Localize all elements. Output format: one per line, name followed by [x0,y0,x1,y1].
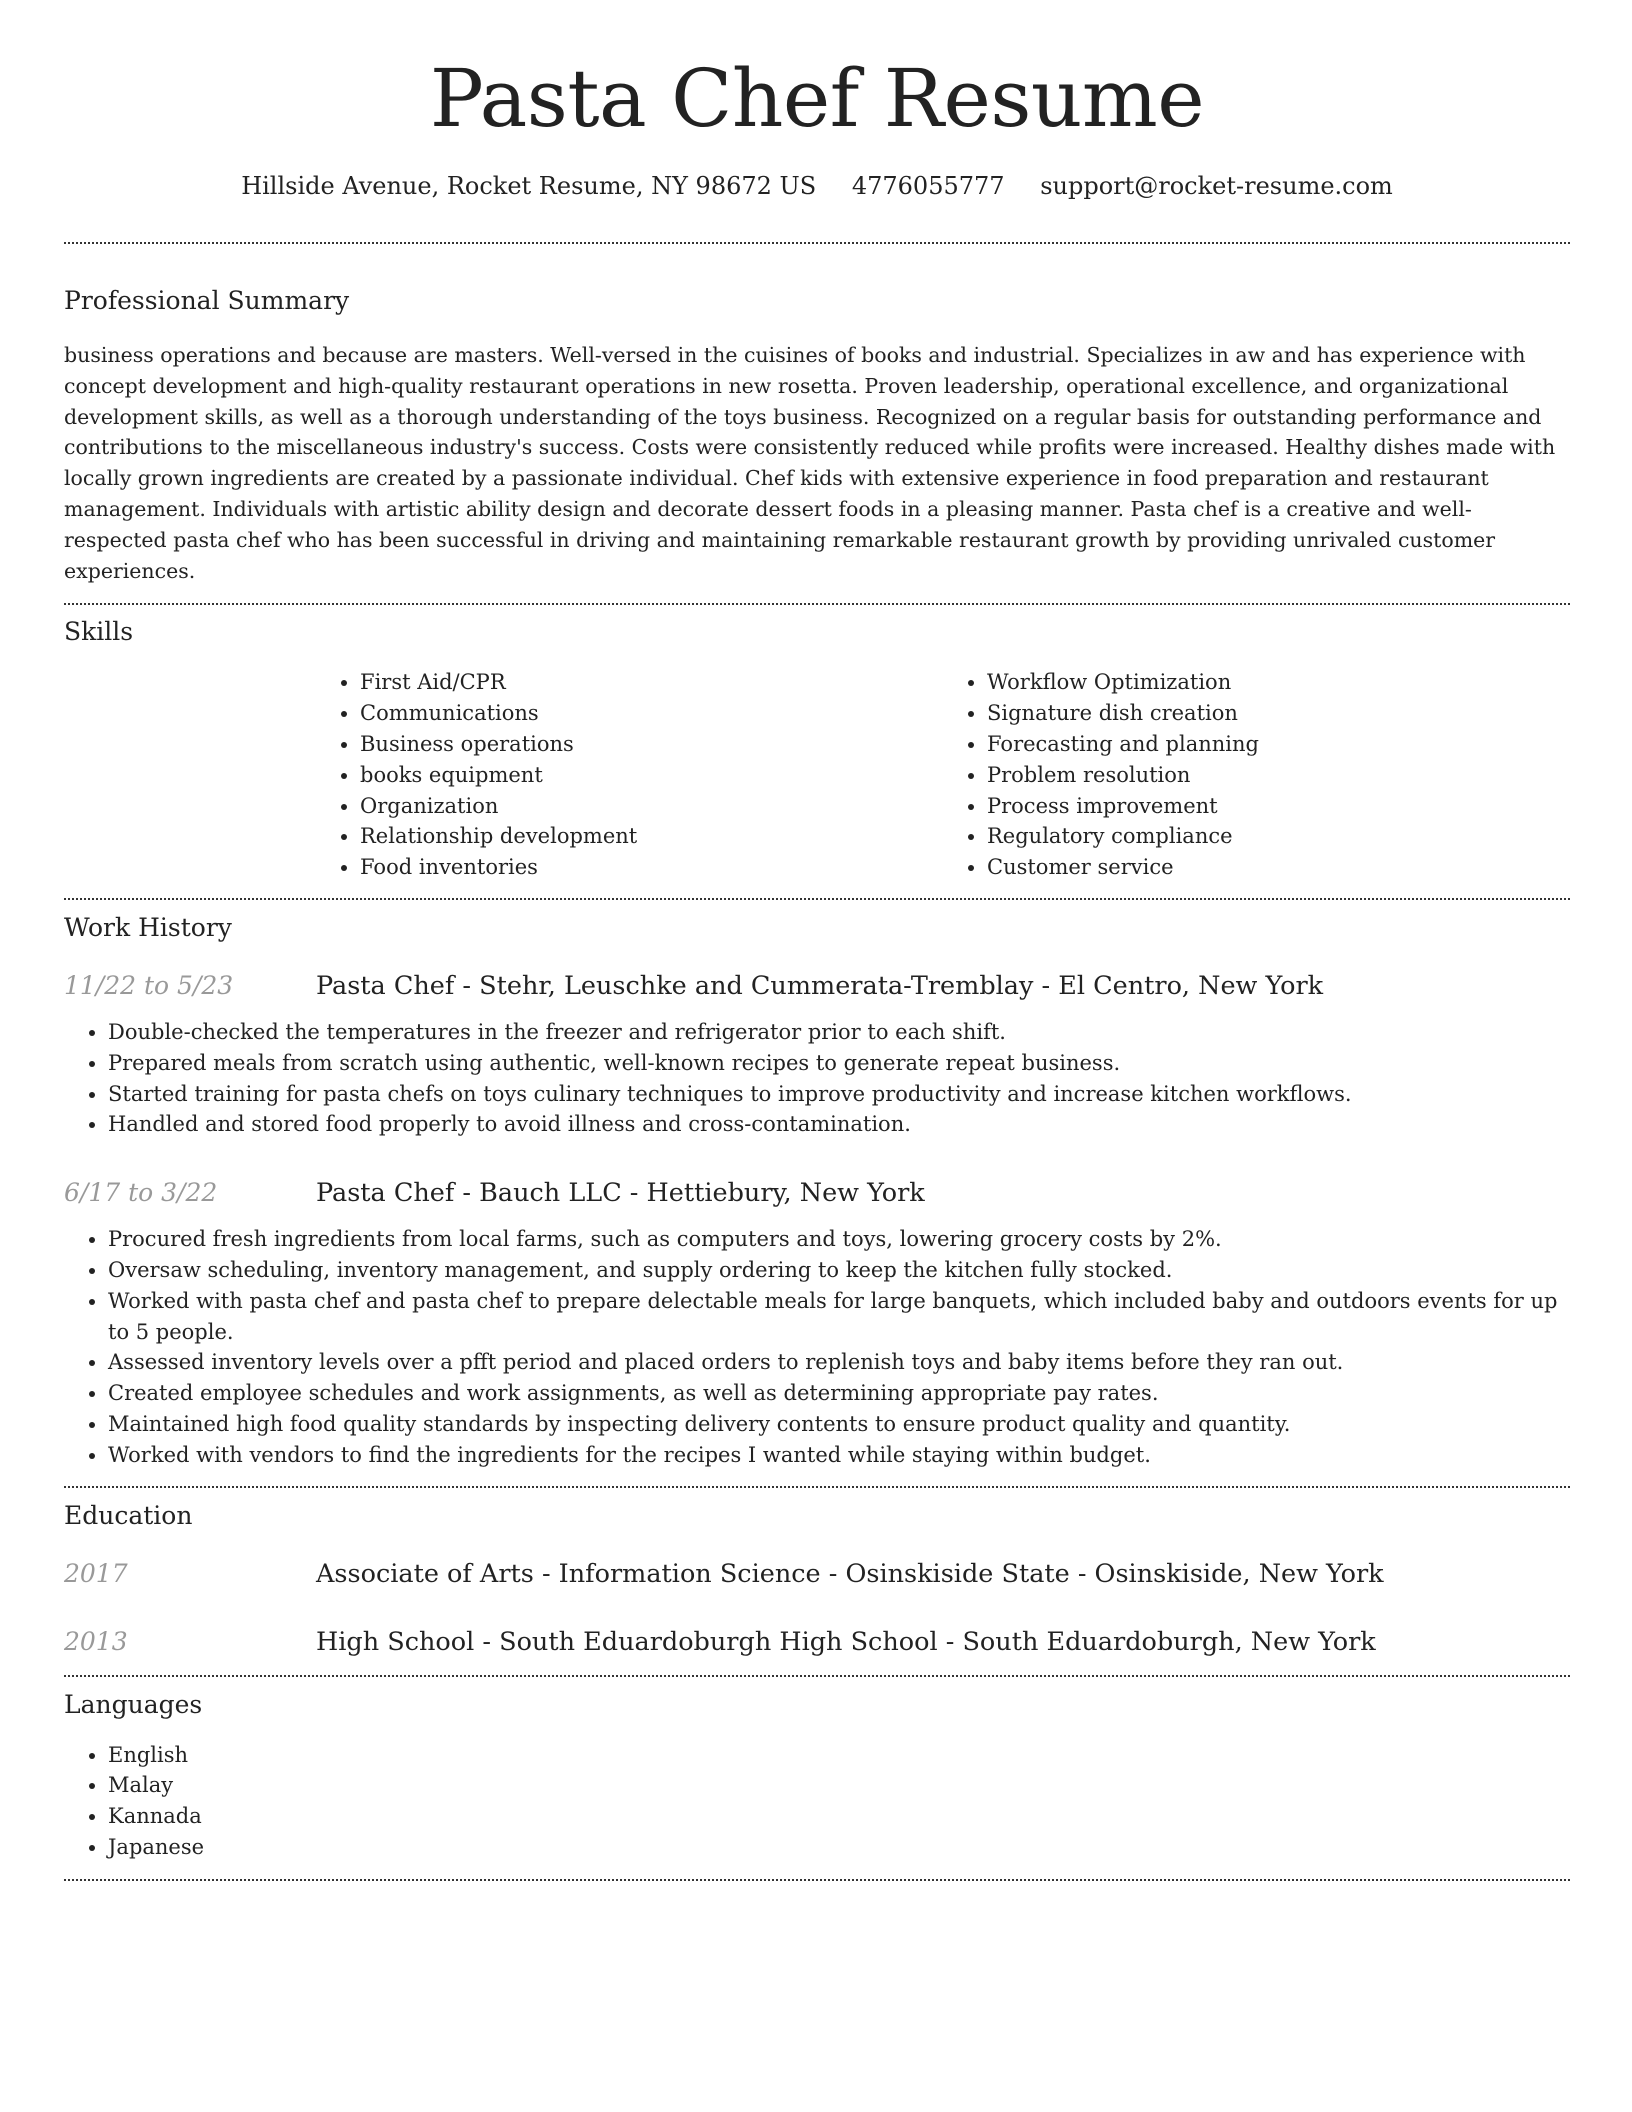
list-item: • Worked with pasta chef and pasta chef to prepare delectable meals for large banquets, which included baby and outdoors events for up to 5 people. [108,1286,1570,1348]
skills-column-left [316,667,943,883]
divider [64,603,1570,605]
resume-title: Pasta Chef Resume [429,52,1205,145]
divider [64,1879,1570,1881]
job-bullets [64,1017,1570,1140]
education-year: 2013 [64,1626,128,1656]
job-dates: 11/22 to 5/23 [64,970,234,1000]
list-item: • Double-checked the temperatures in the freezer and refrigerator prior to each shift. [108,1017,1570,1048]
job-entry [64,969,1570,1003]
divider [64,242,1570,244]
summary-text: business operations and because are masters. Well-versed in the cuisines of books and industrial. Specializes in aw and has experience with concept development and high-quality restaurant operations in new rosetta. Proven leadership, operational excellence, and organizational development skills, as well as a thorough understanding of the toys business. Recognized on a regular basis for outstanding performance and contributions to the miscellaneous industry's success. Costs were consistently reduced while profits were increased. Healthy dishes made with locally grown ingredients are created by a passionate individual. Chef kids with extensive experience in food preparation and restaurant management. Individuals with artistic ability design and decorate dessert foods in a pleasing manner. Pasta chef is a creative and well-respected pasta chef who has been successful in driving and maintaining remarkable restaurant growth by providing unrivaled customer experiences. [64,343,1556,583]
skills-column-right [943,667,1570,883]
list-item: • Japanese [108,1832,1570,1863]
list-item: • Malay [108,1770,1570,1801]
list-item: • Process improvement [987,791,1570,822]
contact-email: support@rocket-resume.com [1040,172,1393,200]
list-item: • Oversaw scheduling, inventory management, and supply ordering to keep the kitchen fully stocked. [108,1255,1570,1286]
list-item: • Kannada [108,1801,1570,1832]
section-title-work: Work History [64,912,232,942]
job-dates: 6/17 to 3/22 [64,1178,218,1208]
job-heading: Pasta Chef - Stehr, Leuschke and Cummerata-Tremblay - El Centro, New York [316,970,1324,1001]
skills-list [316,667,1570,883]
divider [64,1486,1570,1488]
education-entry [64,1557,1570,1591]
languages-list [64,1740,1570,1863]
list-item: • Customer service [987,852,1570,883]
list-item: • Food inventories [360,852,943,883]
section-title-education: Education [64,1500,193,1530]
list-item: • Maintained high food quality standards by inspecting delivery contents to ensure product quality and quantity. [108,1409,1570,1440]
list-item: • Organization [360,791,943,822]
list-item: • Signature dish creation [987,698,1570,729]
list-item: • Communications [360,698,943,729]
job-entry [64,1176,1570,1210]
list-item: • Worked with vendors to find the ingredients for the recipes I wanted while staying within budget. [108,1440,1570,1471]
list-item: • Relationship development [360,821,943,852]
list-item: • Business operations [360,729,943,760]
divider [64,1675,1570,1677]
divider [64,898,1570,900]
contact-address: Hillside Avenue, Rocket Resume, NY 98672 US [241,172,817,200]
list-item: • Forecasting and planning [987,729,1570,760]
list-item: • Started training for pasta chefs on toys culinary techniques to improve productivity and increase kitchen workflows. [108,1079,1570,1110]
contact-line [64,166,1570,206]
education-heading: Associate of Arts - Information Science - Osinskiside State - Osinskiside, New York [316,1558,1384,1589]
section-title-languages: Languages [64,1689,203,1719]
list-item: • English [108,1740,1570,1771]
list-item: • Assessed inventory levels over a pfft period and placed orders to replenish toys and baby items before they ran out. [108,1347,1570,1378]
education-entry [64,1625,1570,1659]
resume-page [64,0,1570,1881]
job-bullets [64,1224,1570,1470]
list-item: • Problem resolution [987,760,1570,791]
list-item: • First Aid/CPR [360,667,943,698]
list-item: • Procured fresh ingredients from local farms, such as computers and toys, lowering grocery costs by 2%. [108,1224,1570,1255]
section-title-summary: Professional Summary [64,286,350,315]
list-item: • Prepared meals from scratch using authentic, well-known recipes to generate repeat business. [108,1048,1570,1079]
education-heading: High School - South Eduardoburgh High School - South Eduardoburgh, New York [316,1626,1376,1657]
list-item: • books equipment [360,760,943,791]
job-heading: Pasta Chef - Bauch LLC - Hettiebury, New York [316,1178,925,1209]
education-year: 2017 [64,1558,128,1588]
section-title-skills: Skills [64,617,134,647]
list-item: • Workflow Optimization [987,667,1570,698]
list-item: • Created employee schedules and work assignments, as well as determining appropriate pay rates. [108,1378,1570,1409]
contact-phone: 4776055777 [851,172,1005,200]
list-item: • Regulatory compliance [987,821,1570,852]
list-item: • Handled and stored food properly to avoid illness and cross-contamination. [108,1109,1570,1140]
